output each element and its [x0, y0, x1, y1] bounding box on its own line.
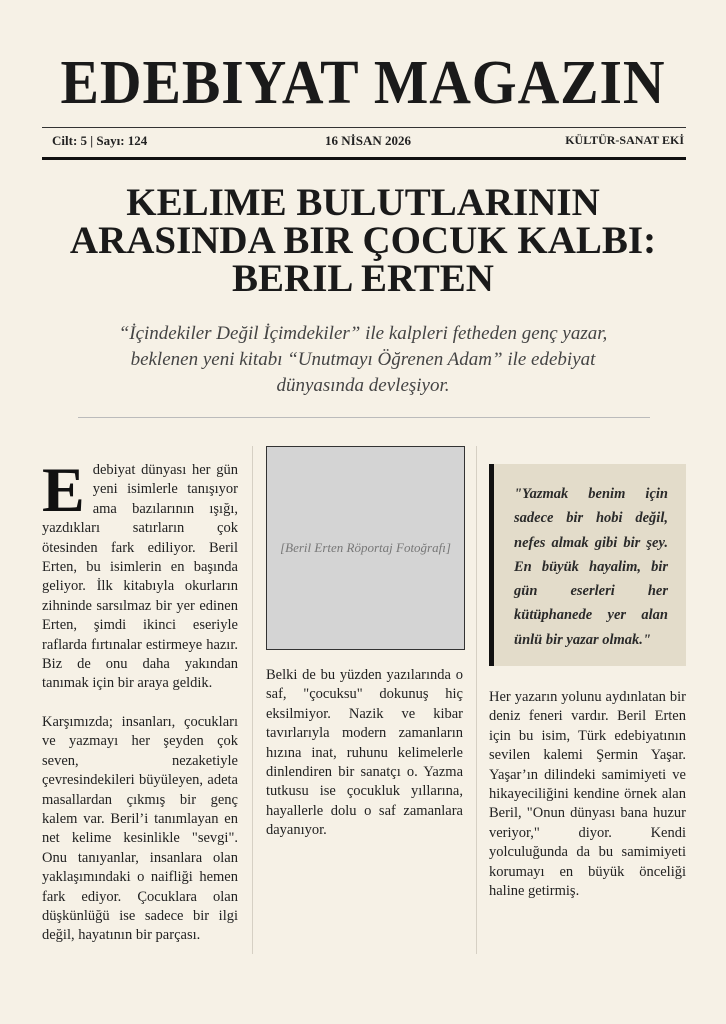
- column-1-paragraph-1: [42, 454, 238, 694]
- drop-cap: E: [42, 454, 85, 525]
- section-label: KÜLTÜR-SANAT EKİ: [565, 133, 684, 147]
- article-headline: KELIME BULUTLARININ ARASINDA BIR ÇOCUK KALBI: BERIL ERTEN: [69, 181, 657, 300]
- column-divider-2: [476, 446, 477, 954]
- column-divider-1: [252, 446, 253, 954]
- column-1-paragraph-1-text: debiyat dünyası her gün yeni isimlerle tanışıyor ama bazılarının ışığı, yazdıkları satırların çok ötesinden fark ediliyor. Beril Erten, bu isimlerin en başında geliyor. İlk kitabıyla okurların zihninde sarsılmaz bir yer edinen Erten, şimdi ikinci eseriyle raflarda fırtınalar estirmeye hazır. Biz de onu daha yakından tanımak için bir araya geldik.: [42, 462, 238, 692]
- interview-photo-placeholder: [266, 446, 465, 650]
- masthead-rule-thick: [42, 157, 686, 160]
- column-1-paragraph-2: Karşımızda; insanları, çocukları ve yazmayı her şeyden çok seven, nezaketiyle çevresindekileri büyüleyen, adeta masallardan çıkmış bir genç kalem var. Beril’i tanımlayan en net kelime kesinlikle "sevgi". Onu tanıyanlar, insanlara olan yaklaşımındaki o naifliği hemen fark ediyor. Çocuklara olan düşkünlüğü ise sadece bir ilgi değil, hayatının bir parçası.: [42, 713, 238, 944]
- issue-meta-bar: [52, 133, 684, 149]
- subheadline-divider: [78, 417, 650, 418]
- article-column-2: [266, 666, 463, 841]
- article-subheadline: “İçindekiler Değil İçimdekiler” ile kalpleri fetheden genç yazar, beklenen yeni kitabı “Unutmayı Öğrenen Adam” ile edebiyat dünyasında devleşiyor.: [118, 323, 608, 396]
- column-2-paragraph-1: Belki de bu yüzden yazılarında o saf, "çocuksu" dokunuş hiç eksilmiyor. Nazik ve kibar tavırlarıyla modern zamanların hızına inat, ruhunu kelimelerle dinlendiren bir sanatçı o. Yazma tutkusu ise çocukluk yıllarına, hayallerle dolu o saf zamanlara dayanıyor.: [266, 667, 463, 839]
- photo-caption: [Beril Erten Röportaj Fotoğrafı]: [280, 540, 451, 555]
- issue-number: Cilt: 5 | Sayı: 124: [52, 133, 148, 148]
- article-column-3: [489, 688, 686, 901]
- pull-quote: "Yazmak benim için sadece bir hobi değil, nefes almak gibi bir şey. En büyük hayalim, bir gün eserleri her kütüphanede yer alan ünlü bir yazar olmak.": [489, 464, 686, 666]
- masthead-rule-thin: [42, 127, 686, 128]
- article-column-1: [42, 454, 238, 946]
- masthead-title: EDEBIYAT MAGAZIN: [60, 49, 666, 117]
- column-3-paragraph-1: Her yazarın yolunu aydınlatan bir deniz feneri vardır. Beril Erten için bu isim, Türk edebiyatının sevilen kalemi Şermin Yaşar. Yaşar’ın dilindeki samimiyeti ve hikayeciliğini kendine örnek alan Beril, "Onun dünyası bana huzur veriyor," diyor. Kendi yolculuğunda da bu samimiyeti korumayı en büyük önceliği haline getirmiş.: [489, 689, 686, 900]
- issue-date: 16 NİSAN 2026: [325, 133, 411, 148]
